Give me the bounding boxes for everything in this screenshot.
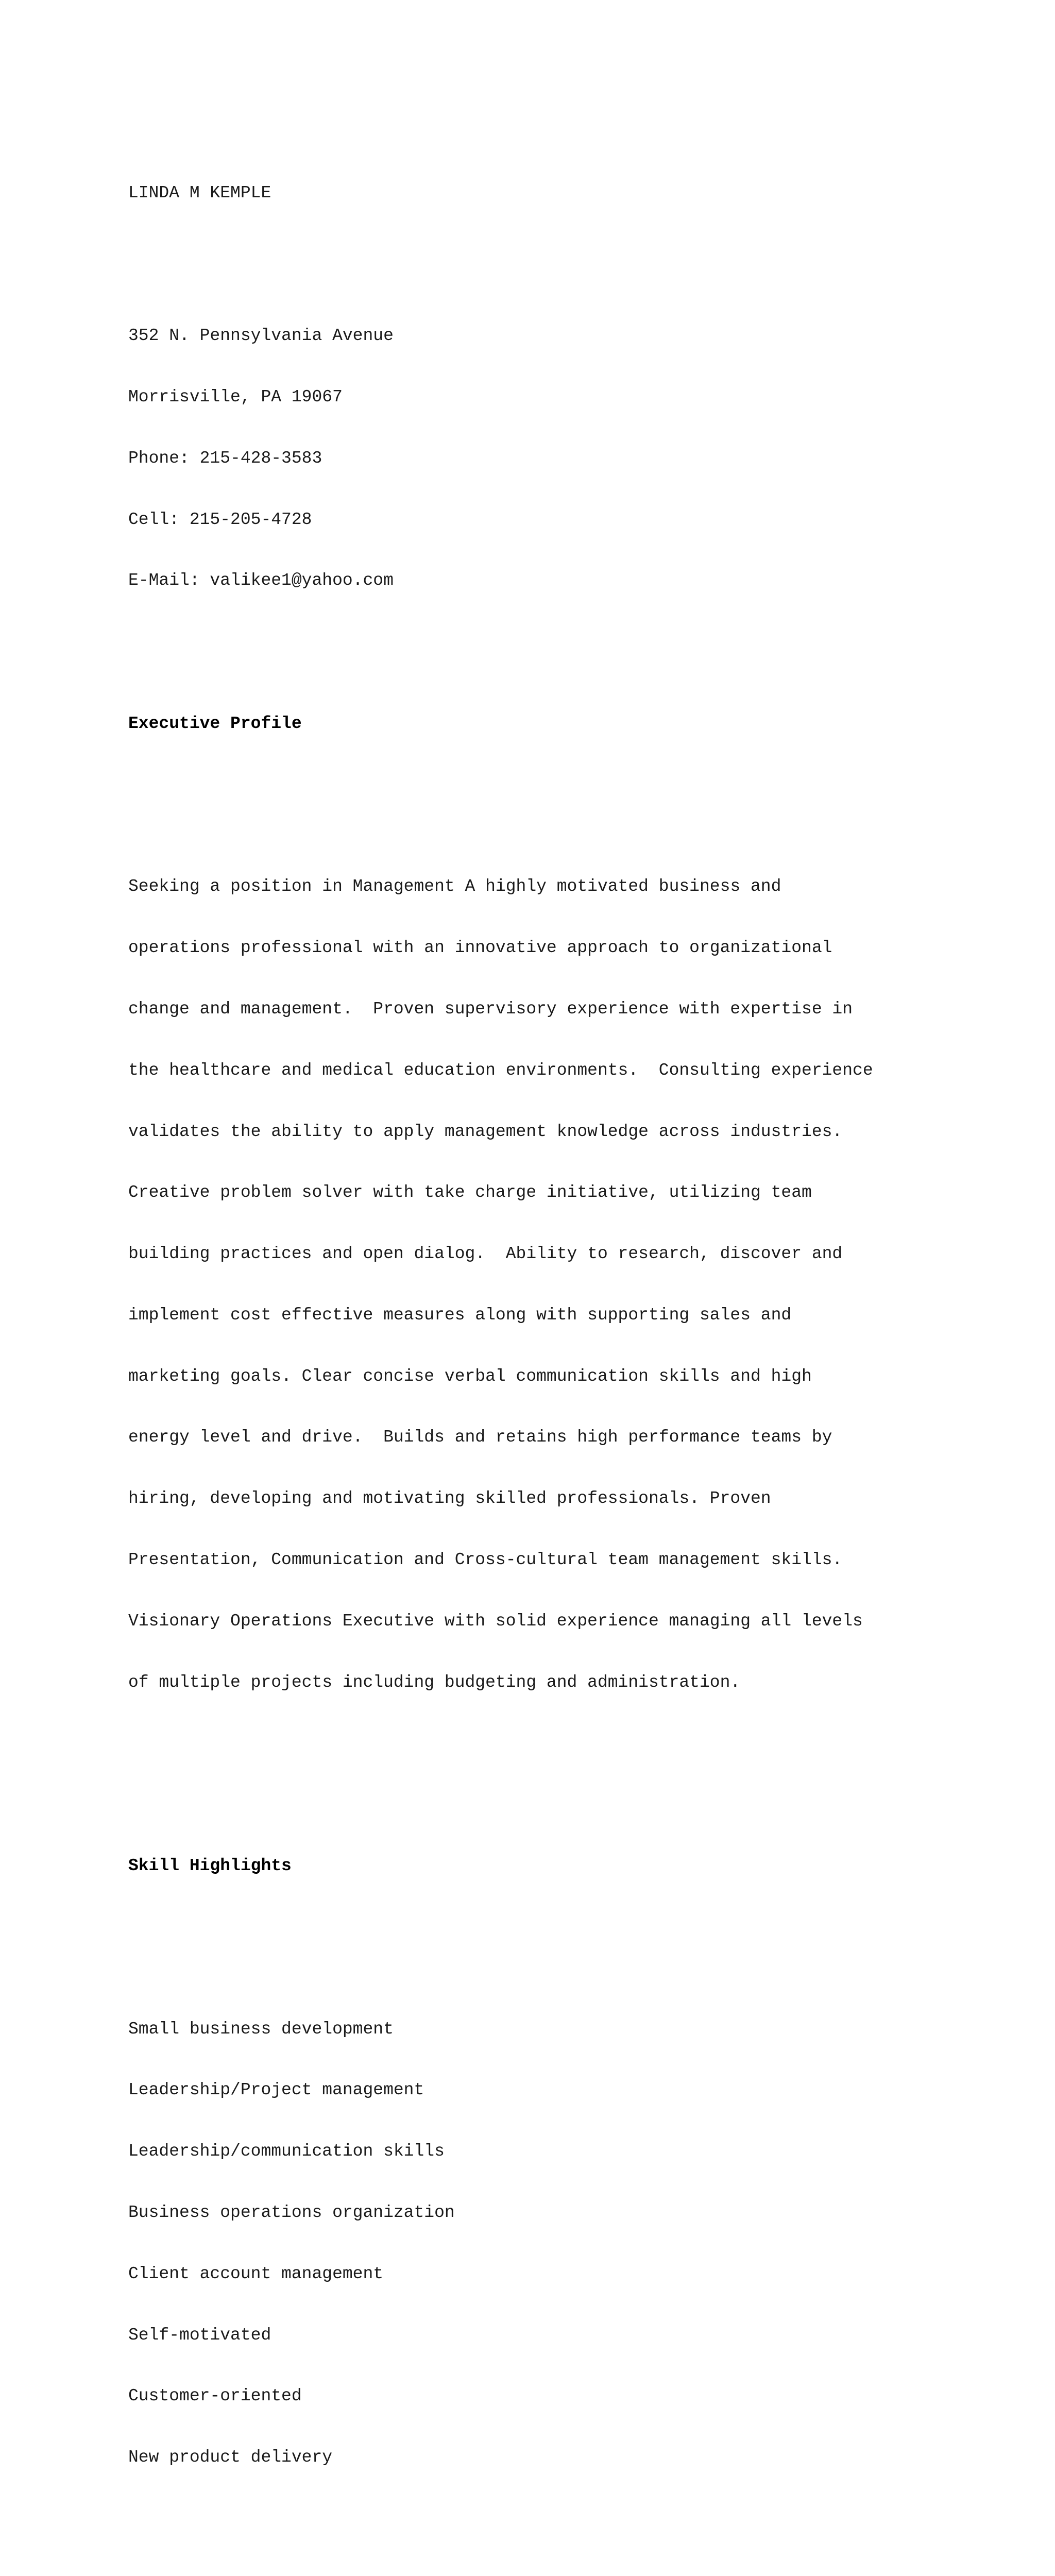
executive-profile-text — [128, 836, 1004, 1733]
skill-item: Self-motivated — [128, 2325, 271, 2345]
address-line-2: Morrisville, PA 19067 — [128, 387, 343, 407]
skill-item: Small business development — [128, 2019, 394, 2039]
skill-item: Business operations organization — [128, 2202, 455, 2222]
spacer — [128, 244, 1004, 265]
spacer — [128, 774, 1004, 795]
profile-line: change and management. Proven supervisory experience with expertise in — [128, 999, 853, 1019]
profile-line: implement cost effective measures along with supporting sales and — [128, 1305, 792, 1325]
address-line-1: 352 N. Pennsylvania Avenue — [128, 326, 394, 346]
profile-line: Seeking a position in Management A highly motivated business and — [128, 877, 781, 896]
resume-page — [128, 142, 1004, 2576]
skill-item: Leadership/communication skills — [128, 2142, 445, 2161]
skill-item: Client account management — [128, 2264, 384, 2283]
spacer — [128, 1917, 1004, 1938]
executive-profile-heading: Executive Profile — [128, 714, 302, 733]
skill-highlights-heading: Skill Highlights — [128, 1856, 292, 1875]
profile-line: validates the ability to apply management knowledge across industries. — [128, 1122, 843, 1141]
profile-line: Presentation, Communication and Cross-cultural team management skills. — [128, 1550, 843, 1569]
profile-line: hiring, developing and motivating skilled professionals. Proven — [128, 1489, 771, 1509]
spacer — [128, 1774, 1004, 1795]
profile-line: energy level and drive. Builds and retains high performance teams by — [128, 1428, 832, 1447]
skill-list — [128, 1978, 1004, 2508]
profile-line: building practices and open dialog. Ability to research, discover and — [128, 1244, 843, 1264]
profile-line: Creative problem solver with take charge initiative, utilizing team — [128, 1183, 812, 1202]
skill-item: New product delivery — [128, 2448, 333, 2467]
email-address: E-Mail: valikee1@yahoo.com — [128, 571, 394, 590]
profile-line: of multiple projects including budgeting and administration. — [128, 1672, 741, 1692]
profile-line: marketing goals. Clear concise verbal communication skills and high — [128, 1366, 812, 1386]
skill-item: Customer-oriented — [128, 2386, 302, 2406]
profile-line: operations professional with an innovative approach to organizational — [128, 938, 832, 958]
skill-item: Leadership/Project management — [128, 2080, 424, 2100]
profile-line: the healthcare and medical education environments. Consulting experience — [128, 1060, 873, 1080]
spacer — [128, 632, 1004, 652]
profile-line: Visionary Operations Executive with solid experience managing all levels — [128, 1611, 863, 1631]
phone-number: Phone: 215-428-3583 — [128, 448, 322, 468]
spacer — [128, 2549, 1004, 2570]
candidate-name: LINDA M KEMPLE — [128, 183, 271, 203]
cell-number: Cell: 215-205-4728 — [128, 510, 312, 529]
